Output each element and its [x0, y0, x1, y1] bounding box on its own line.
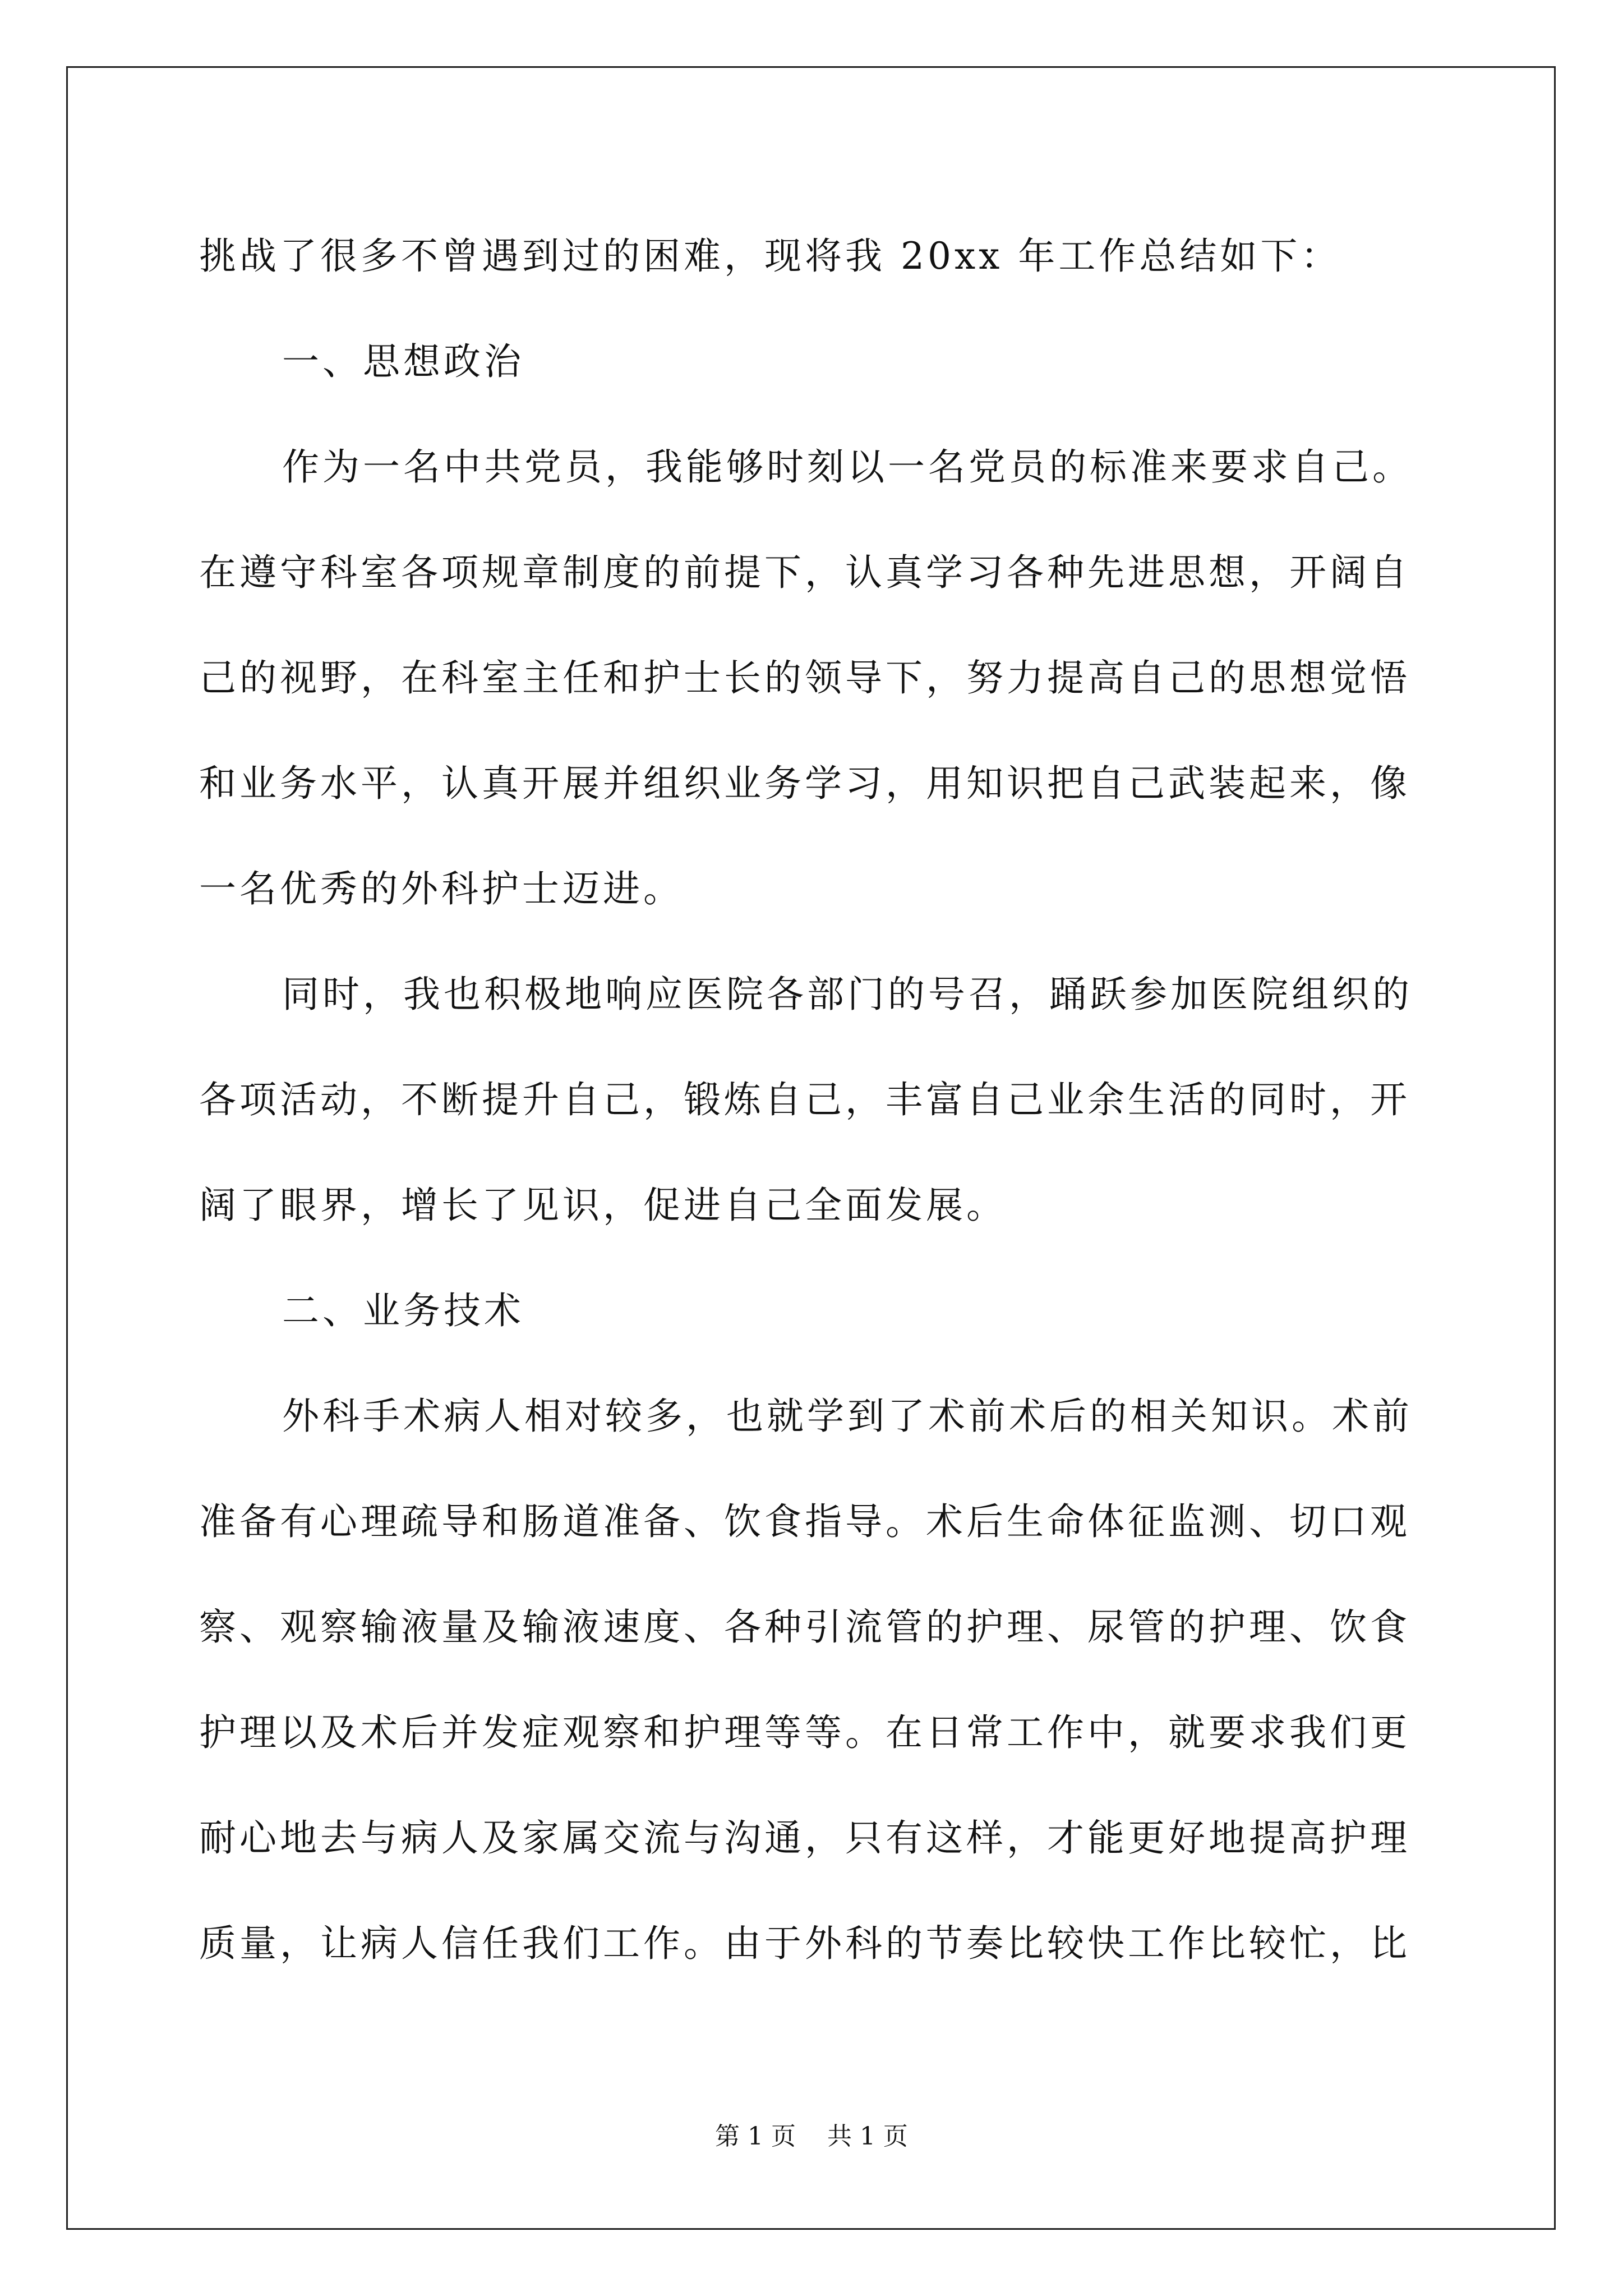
section-heading: 二、业务技术	[282, 1289, 524, 1332]
text-line: 阔了眼界，增长了见识，促进自己全面发展。	[199, 1184, 1007, 1227]
text-line: 察、观察输液量及输液速度、各种引流管的护理、尿管的护理、饮食	[199, 1605, 1410, 1649]
page-border	[66, 66, 1556, 2230]
text-line: 耐心地去与病人及家属交流与沟通，只有这样，才能更好地提高护理	[199, 1816, 1410, 1860]
text-line: 和业务水平，认真开展并组织业务学习，用知识把自己武装起来，像	[199, 762, 1410, 805]
page-number-footer: 第 1 页 共 1 页	[715, 2122, 908, 2151]
text-line: 在遵守科室各项规章制度的前提下，认真学习各种先进思想，开阔自	[199, 551, 1410, 594]
text-line: 挑战了很多不曾遇到过的困难，现将我 20xx 年工作总结如下：	[199, 234, 1341, 278]
text-line: 准备有心理疏导和肠道准备、饮食指导。术后生命体征监测、切口观	[199, 1500, 1410, 1543]
text-line: 一名优秀的外科护士迈进。	[199, 867, 684, 910]
text-line: 己的视野，在科室主任和护士长的领导下，努力提高自己的思想觉悟	[199, 656, 1410, 700]
text-line: 作为一名中共党员，我能够时刻以一名党员的标准来要求自己。	[282, 445, 1413, 489]
section-heading: 一、思想政治	[282, 340, 524, 383]
text-line: 各项活动，不断提升自己，锻炼自己，丰富自己业余生活的同时，开	[199, 1078, 1410, 1121]
text-line: 同时，我也积极地响应医院各部门的号召，踊跃参加医院组织的	[282, 973, 1413, 1016]
text-line: 外科手术病人相对较多，也就学到了术前术后的相关知识。术前	[282, 1395, 1413, 1438]
text-line: 质量，让病人信任我们工作。由于外科的节奏比较快工作比较忙，比	[199, 1922, 1410, 1965]
text-line: 护理以及术后并发症观察和护理等等。在日常工作中，就要求我们更	[199, 1711, 1410, 1754]
